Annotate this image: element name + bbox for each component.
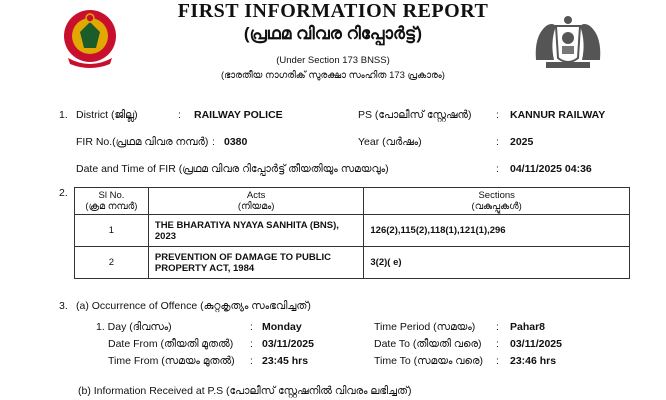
time-from-label: Time From (സമയം മുതൽ) [108,355,235,367]
fir-label: FIR No.(പ്രഥമ വിവര നമ്പർ) [76,136,209,148]
sections-header-ml: (വകുപ്പുകൾ) [471,201,522,212]
date-from-label: Date From (തീയതി മുതൽ) [108,338,234,350]
date-from-value: 03/11/2025 [262,338,314,350]
time-to-label: Time To (സമയം വരെ) [374,355,484,367]
row-act: PREVENTION OF DAMAGE TO PUBLIC PROPERTY ACT, 1984 [148,247,364,279]
info-received-label: (b) Information Received at P.S (പോലീസ് സ്റ്റേഷനിൽ വിവരം ലഭിച്ചത്) [78,385,412,397]
district-value: RAILWAY POLICE [194,109,283,121]
year-value: 2025 [510,136,534,148]
time-from-value: 23:45 hrs [262,355,309,367]
table-row [75,215,630,247]
time-to-colon: : [496,355,499,367]
acts-header-text: Acts [246,190,266,201]
slno-header-text: Sl No. [98,190,125,201]
section-2-number: 2. [59,187,68,199]
acts-header [148,188,364,215]
date-to-value: 03/11/2025 [510,338,562,350]
year-colon: : [496,136,499,148]
slno-header-ml: (ക്രമ നമ്പർ) [85,201,138,212]
under-section: (Under Section 173 BNSS) [276,55,390,66]
row-act: THE BHARATIYA NYAYA SANHITA (BNS), 2023 [148,215,364,247]
period-label: Time Period (സമയം) [374,321,476,333]
period-colon: : [496,321,499,333]
fir-datetime-label: Date and Time of FIR (പ്രഥമ വിവര റിപ്പോർട്ട് തീയതിയും സമയവും) [76,163,389,175]
period-value: Pahar8 [510,321,546,333]
row-sl: 1 [75,215,149,247]
slno-header [75,188,149,215]
day-colon: : [250,321,253,333]
sections-header-text: Sections [478,190,515,201]
fir-datetime-value: 04/11/2025 04:36 [510,163,592,175]
ps-colon: : [496,109,499,121]
acts-header-ml: (നിയമം) [237,201,275,212]
date-from-colon: : [250,338,253,350]
day-value: Monday [262,321,302,333]
district-label: District (ജില്ല) [76,109,138,121]
row-sections: 3(2)( e) [364,247,630,279]
fir-colon: : [212,136,215,148]
row-sl: 2 [75,247,149,279]
district-colon: : [178,109,181,121]
year-label: Year (വർഷം) [358,136,422,148]
acts-sections-table [74,187,630,279]
report-title-ml: (പ്രഥമ വിവര റിപ്പോർട്ട്) [243,24,423,43]
day-label: 1. Day (ദിവസം) [96,321,172,333]
fir-value: 0380 [224,136,248,148]
section-3-number: 3. [59,300,68,312]
report-title: FIRST INFORMATION REPORT [177,0,489,22]
ps-label: PS (പോലീസ് സ്റ്റേഷൻ) [358,109,472,121]
row-sections: 126(2),115(2),118(1),121(1),296 [364,215,630,247]
table-row [75,247,630,279]
date-to-colon: : [496,338,499,350]
time-from-colon: : [250,355,253,367]
sections-header [364,188,630,215]
occurrence-label: (a) Occurrence of Offence (കുറ്റകൃത്യം സംഭവിച്ചത്) [76,300,311,312]
date-to-label: Date To (തീയതി വരെ) [374,338,482,350]
table-header-row [75,188,630,215]
time-to-value: 23:46 hrs [510,355,557,367]
section-1-number: 1. [59,109,68,121]
under-section-ml: (ഭാരതീയ നാഗരിക് സുരക്ഷാ സംഹിത 173 പ്രകാരം) [221,70,445,81]
ps-value: KANNUR RAILWAY [510,109,606,121]
fir-datetime-colon: : [496,163,499,175]
